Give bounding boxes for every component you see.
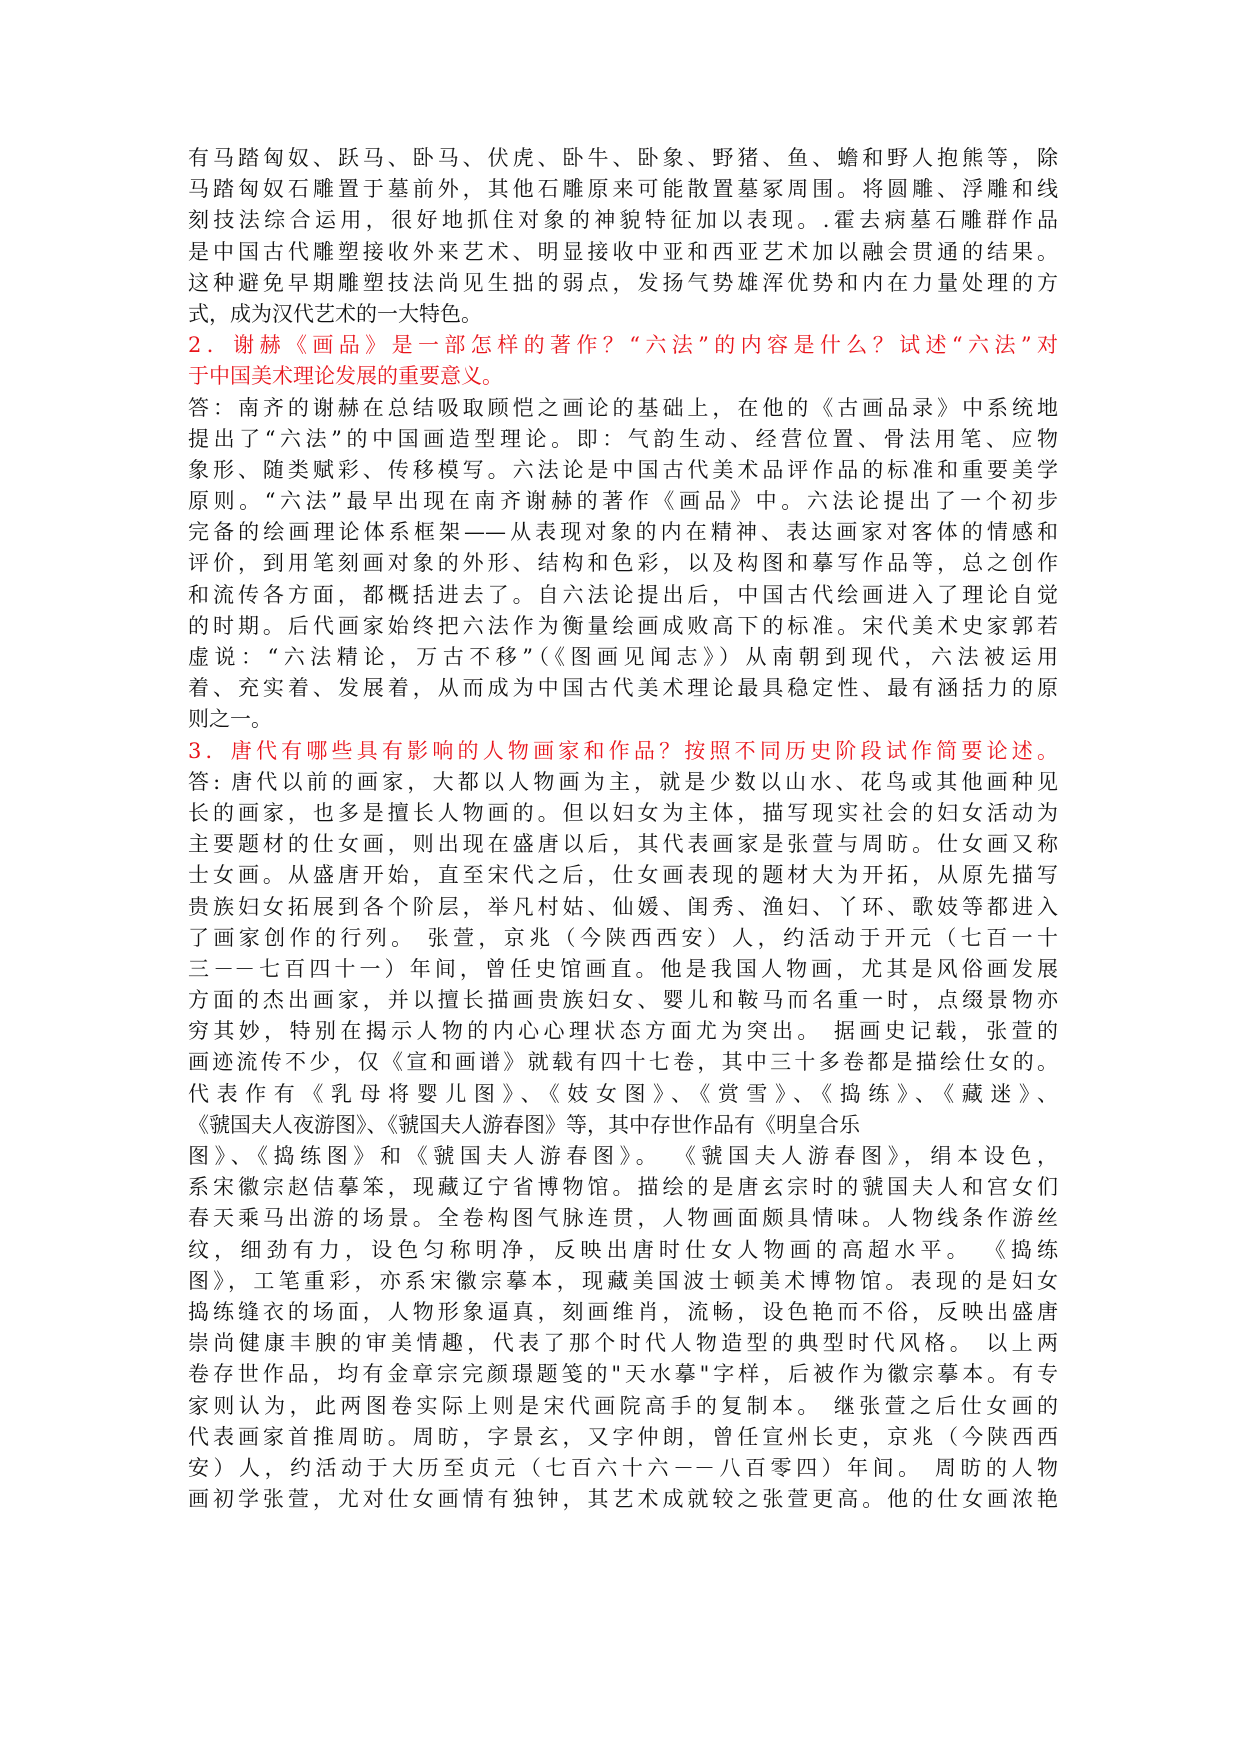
body-text-line: 图》，工笔重彩，亦系宋徽宗摹本，现藏美国波士顿美术博物馆。表现的是妇女 <box>188 1268 1058 1293</box>
body-text-line: 虚说：“六法精论，万古不移”（《图画见闻志》）从南朝到现代，六法被运用 <box>188 645 1058 669</box>
body-text-line: 提出了“六法”的中国画造型理论。即：气韵生动、经营位置、骨法用笔、应物 <box>188 426 1058 451</box>
body-text-line: 长的画家，也多是擅长人物画的。但以妇女为主体，描写现实社会的妇女活动为 <box>188 800 1058 825</box>
body-text-line: 完备的绘画理论体系框架——从表现对象的内在精神、表达画家对客体的情感和 <box>188 520 1058 545</box>
question-heading-line: 2．谢赫《画品》是一部怎样的著作？“六法”的内容是什么？试述“六法”对 <box>188 333 1058 358</box>
body-text-line: 这种避免早期雕塑技法尚见生拙的弱点，发扬气势雄浑优势和内在力量处理的方 <box>188 270 1058 295</box>
body-text-line: 士女画。从盛唐开始，直至宋代之后，仕女画表现的题材大为开拓，从原先描写 <box>188 863 1058 888</box>
body-text-line: 有马踏匈奴、跃马、卧马、伏虎、卧牛、卧象、野猪、鱼、蟾和野人抱熊等，除 <box>188 146 1058 170</box>
body-text-line: 穷其妙，特别在揭示人物的内心心理状态方面尤为突出。 据画史记载，张萱的 <box>188 1019 1058 1044</box>
body-text-line: 代表作有《乳母将婴儿图》、《妓女图》、《赏雪》、《捣练》、《藏迷》、 <box>188 1081 1058 1106</box>
body-text-line: 捣练缝衣的场面，人物形象逼真，刻画维肖，流畅，设色艳而不俗，反映出盛唐 <box>188 1299 1058 1324</box>
body-text-line: 原则。“六法”最早出现在南齐谢赫的著作《画品》中。六法论提出了一个初步 <box>188 489 1058 514</box>
body-text-line: 刻技法综合运用，很好地抓住对象的神貌特征加以表现。.霍去病墓石雕群作品 <box>188 208 1058 233</box>
body-text-line: 则之一。 <box>188 707 272 732</box>
body-text-line: 画迹流传不少，仅《宣和画谱》就载有四十七卷，其中三十多卷都是描绘仕女的。 <box>188 1050 1058 1075</box>
body-text-line: 答: 唐代以前的画家，大都以人物画为主，就是少数以山水、花鸟或其他画种见 <box>188 769 1058 794</box>
body-text-line: 纹，细劲有力，设色匀称明净，反映出唐时仕女人物画的高超水平。 《捣练 <box>188 1237 1058 1262</box>
body-text-line: 和流传各方面，都概括进去了。自六法论提出后，中国古代绘画进入了理论自觉 <box>188 582 1058 607</box>
body-text-line: 马踏匈奴石雕置于墓前外，其他石雕原来可能散置墓冢周围。将圆雕、浮雕和线 <box>188 177 1058 202</box>
body-text-line: 卷存世作品，均有金章宗完颜璟题笺的"天水摹"字样，后被作为徽宗摹本。有专 <box>188 1362 1058 1387</box>
document-page <box>188 143 1058 1515</box>
body-text-line: 评价，到用笔刻画对象的外形、结构和色彩，以及构图和摹写作品等，总之创作 <box>188 551 1058 576</box>
body-text-line: 代表画家首推周昉。周昉，字景玄，又字仲朗，曾任宣州长吏，京兆（今陕西西 <box>188 1424 1058 1449</box>
body-text-line: 是中国古代雕塑接收外来艺术、明显接收中亚和西亚艺术加以融会贯通的结果。 <box>188 239 1058 264</box>
body-text-line: 崇尚健康丰腴的审美情趣，代表了那个时代人物造型的典型时代风格。 以上两 <box>188 1331 1058 1356</box>
body-text-line: 式，成为汉代艺术的一大特色。 <box>188 301 482 326</box>
body-text-line: 的时期。后代画家始终把六法作为衡量绘画成败高下的标准。宋代美术史家郭若 <box>188 613 1058 638</box>
body-text-line: 图》、《捣练图》和《虢国夫人游春图》。 《虢国夫人游春图》，绢本设色， <box>188 1144 1058 1168</box>
body-text-line: 三－－七百四十一）年间，曾任史馆画直。他是我国人物画，尤其是风俗画发展 <box>188 956 1058 981</box>
question-heading-line: 3．唐代有哪些具有影响的人物画家和作品？按照不同历史阶段试作简要论述。 <box>188 738 1058 763</box>
body-text-line: 系宋徽宗赵佶摹笨，现藏辽宁省博物馆。描绘的是唐玄宗时的虢国夫人和宫女们 <box>188 1175 1058 1200</box>
body-text-line: 象形、随类赋彩、传移模写。六法论是中国古代美术品评作品的标准和重要美学 <box>188 457 1058 482</box>
body-text-line: 贵族妇女拓展到各个阶层，举凡村姑、仙媛、闺秀、渔妇、丫环、歌妓等都进入 <box>188 894 1058 919</box>
body-text-line: 主要题材的仕女画，则出现在盛唐以后，其代表画家是张萱与周昉。仕女画又称 <box>188 832 1058 857</box>
body-text-line: 方面的杰出画家，并以擅长描画贵族妇女、婴儿和鞍马而名重一时，点缀景物亦 <box>188 988 1058 1013</box>
body-text-line: 了画家创作的行列。 张萱，京兆（今陕西西安）人，约活动于开元（七百一十 <box>188 925 1058 950</box>
body-text-line: 着、充实着、发展着，从而成为中国古代美术理论最具稳定性、最有涵括力的原 <box>188 676 1058 701</box>
body-text-line: 答：南齐的谢赫在总结吸取顾恺之画论的基础上，在他的《古画品录》中系统地 <box>188 395 1058 420</box>
question-heading-line: 于中国美术理论发展的重要意义。 <box>188 364 503 389</box>
body-text-line: 家则认为，此两图卷实际上则是宋代画院高手的复制本。 继张萱之后仕女画的 <box>188 1393 1058 1418</box>
body-text-line: 《虢国夫人夜游图》、《虢国夫人游春图》等，其中存世作品有《明皇合乐 <box>188 1112 860 1137</box>
body-text-line: 画初学张萱，尤对仕女画情有独钟，其艺术成就较之张萱更高。他的仕女画浓艳 <box>188 1487 1058 1512</box>
body-text-line: 安）人，约活动于大历至贞元（七百六十六－－八百零四）年间。 周昉的人物 <box>188 1455 1058 1480</box>
body-text-line: 春天乘马出游的场景。全卷构图气脉连贯，人物画面颇具情味。人物线条作游丝 <box>188 1206 1058 1231</box>
